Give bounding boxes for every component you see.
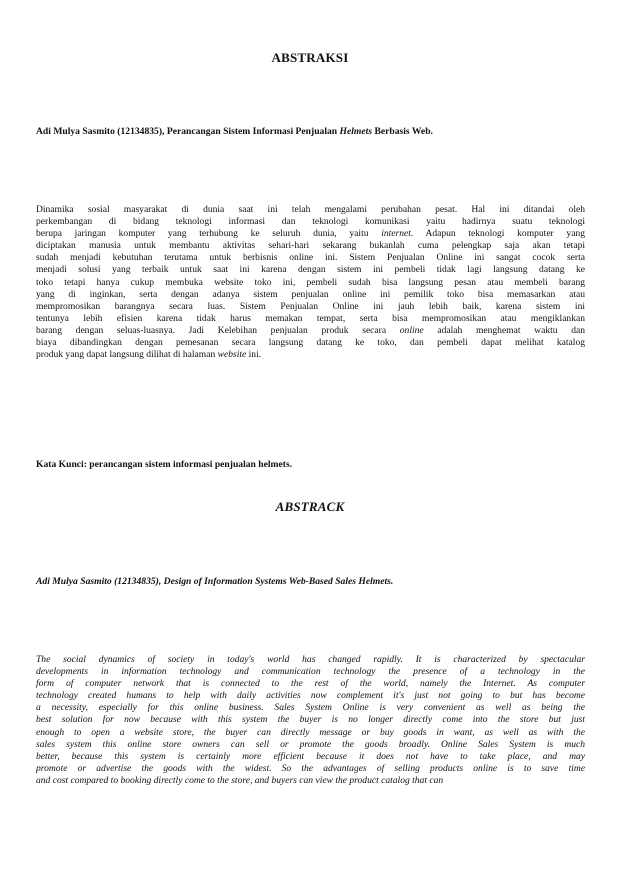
abstract-paragraph-line: promote or advertise the goods with the widest. So the advantages of selling products online is to save time <box>36 762 585 774</box>
abstraksi-paragraph-line: Dinamika sosial masyarakat di dunia saat ini telah mengalami perubahan pesat. Hal ini ditandai oleh <box>36 204 585 215</box>
abstraksi-paragraph-line: yang di inginkan, serta dengan adanya sistem penjualan online ini pemilik toko bisa memasarkan atau <box>36 288 585 300</box>
abstraksi-paragraph-line: mempromosikan barangnya secara luas. Sistem Penjualan Online ini jauh lebih baik, karena sistem ini <box>36 300 585 312</box>
abstraksi-paragraph-line: menjadi solusi yang terbaik untuk saat ini karena dengan sistem ini pembeli tidak lagi langsung datang ke <box>36 264 585 276</box>
author-suffix: Berbasis Web. <box>372 126 433 137</box>
abstract-paragraph-line: a necessity, especially for this online business. Sales System Online is very convenient as well as being the <box>36 702 585 714</box>
abstract-paragraph-line: best solution for now because with this system the buyer is no longer directly come into the store but just <box>36 714 585 726</box>
abstraksi-paragraph <box>36 204 585 361</box>
abstract-paragraph-line: The social dynamics of society in today's world has changed rapidly. It is characterized by spectacular <box>36 654 585 665</box>
abstraksi-paragraph-line: perkembangan di bidang teknologi informasi dan teknologi komunikasi yaitu hadirnya suatu teknologi <box>36 216 585 228</box>
author-italic-word: Helmets <box>339 126 373 137</box>
abstraksi-paragraph-line: berupa jaringan komputer yang terhubung ke seluruh dunia, yaitu internet. Adapun teknologi komputer yang <box>36 228 585 240</box>
abstraksi-paragraph-line: biaya dibandingkan dengan pemesanan secara langsung datang ke toko, dan pembeli dapat melihat katalog <box>36 337 585 349</box>
abstraksi-title: ABSTRAKSI <box>271 50 349 65</box>
author-prefix: Adi Mulya Sasmito (12134835), Perancangan Sistem Informasi Penjualan <box>36 126 340 137</box>
abstract-paragraph-line: better, because this system is certainly more efficient because it does not have to take place, and may <box>36 750 585 762</box>
abstract-paragraph-line: enough to open a website store, the buyer can directly message or buy goods in want, as well as with the <box>36 726 585 738</box>
abstract-paragraph-line: form of computer network that is connected to the rest of the world, namely the Internet. As computer <box>36 678 585 690</box>
abstraksi-paragraph-line: toko tetapi hanya cukup membuka website toko ini, pembeli sudah bisa langsung pesan atau membeli barang <box>36 276 585 288</box>
abstract-paragraph-line: developments in information technology and communication technology the presence of a technology in the <box>36 666 585 678</box>
abstrack-title: ABSTRACK <box>275 499 345 514</box>
author-line-id <box>36 126 585 138</box>
abstraksi-paragraph-line: barang dengan seluas-luasnya. Jadi Kelebihan penjualan produk secara online adalah menghemat waktu dan <box>36 324 585 336</box>
abstraksi-paragraph-line: tentunya lebih efisien karena tidak harus memakan tempat, serta bisa mempromosikan atau mengiklankan <box>36 312 585 324</box>
abstract-paragraph-line: technology created humans to help with daily activities now complement it's just not going to but has become <box>36 690 585 702</box>
abstract-paragraph <box>36 654 585 787</box>
abstraksi-paragraph-line: produk yang dapat langsung dilihat di halaman website ini. <box>36 349 262 361</box>
author-line-en: Adi Mulya Sasmito (12134835), Design of Information Systems Web-Based Sales Helmets. <box>36 576 394 587</box>
abstract-paragraph-line: and cost compared to booking directly come to the store, and buyers can view the product catalog that can <box>36 774 444 786</box>
abstraksi-paragraph-line: sudah menjadi kebutuhan terutama untuk berbisnis online ini. Sistem Penjualan Online ini sangat cocok serta <box>36 252 585 264</box>
abstraksi-paragraph-line: diciptakan manusia untuk membantu aktivitas sehari-hari sekarang bukanlah cuma pelengkap saja akan tetapi <box>36 240 585 252</box>
abstract-paragraph-line: sales system this online store owners can sell or promote the goods broadly. Online Sales System is much <box>36 738 585 750</box>
kata-kunci: Kata Kunci: perancangan sistem informasi penjualan helmets. <box>36 459 293 470</box>
